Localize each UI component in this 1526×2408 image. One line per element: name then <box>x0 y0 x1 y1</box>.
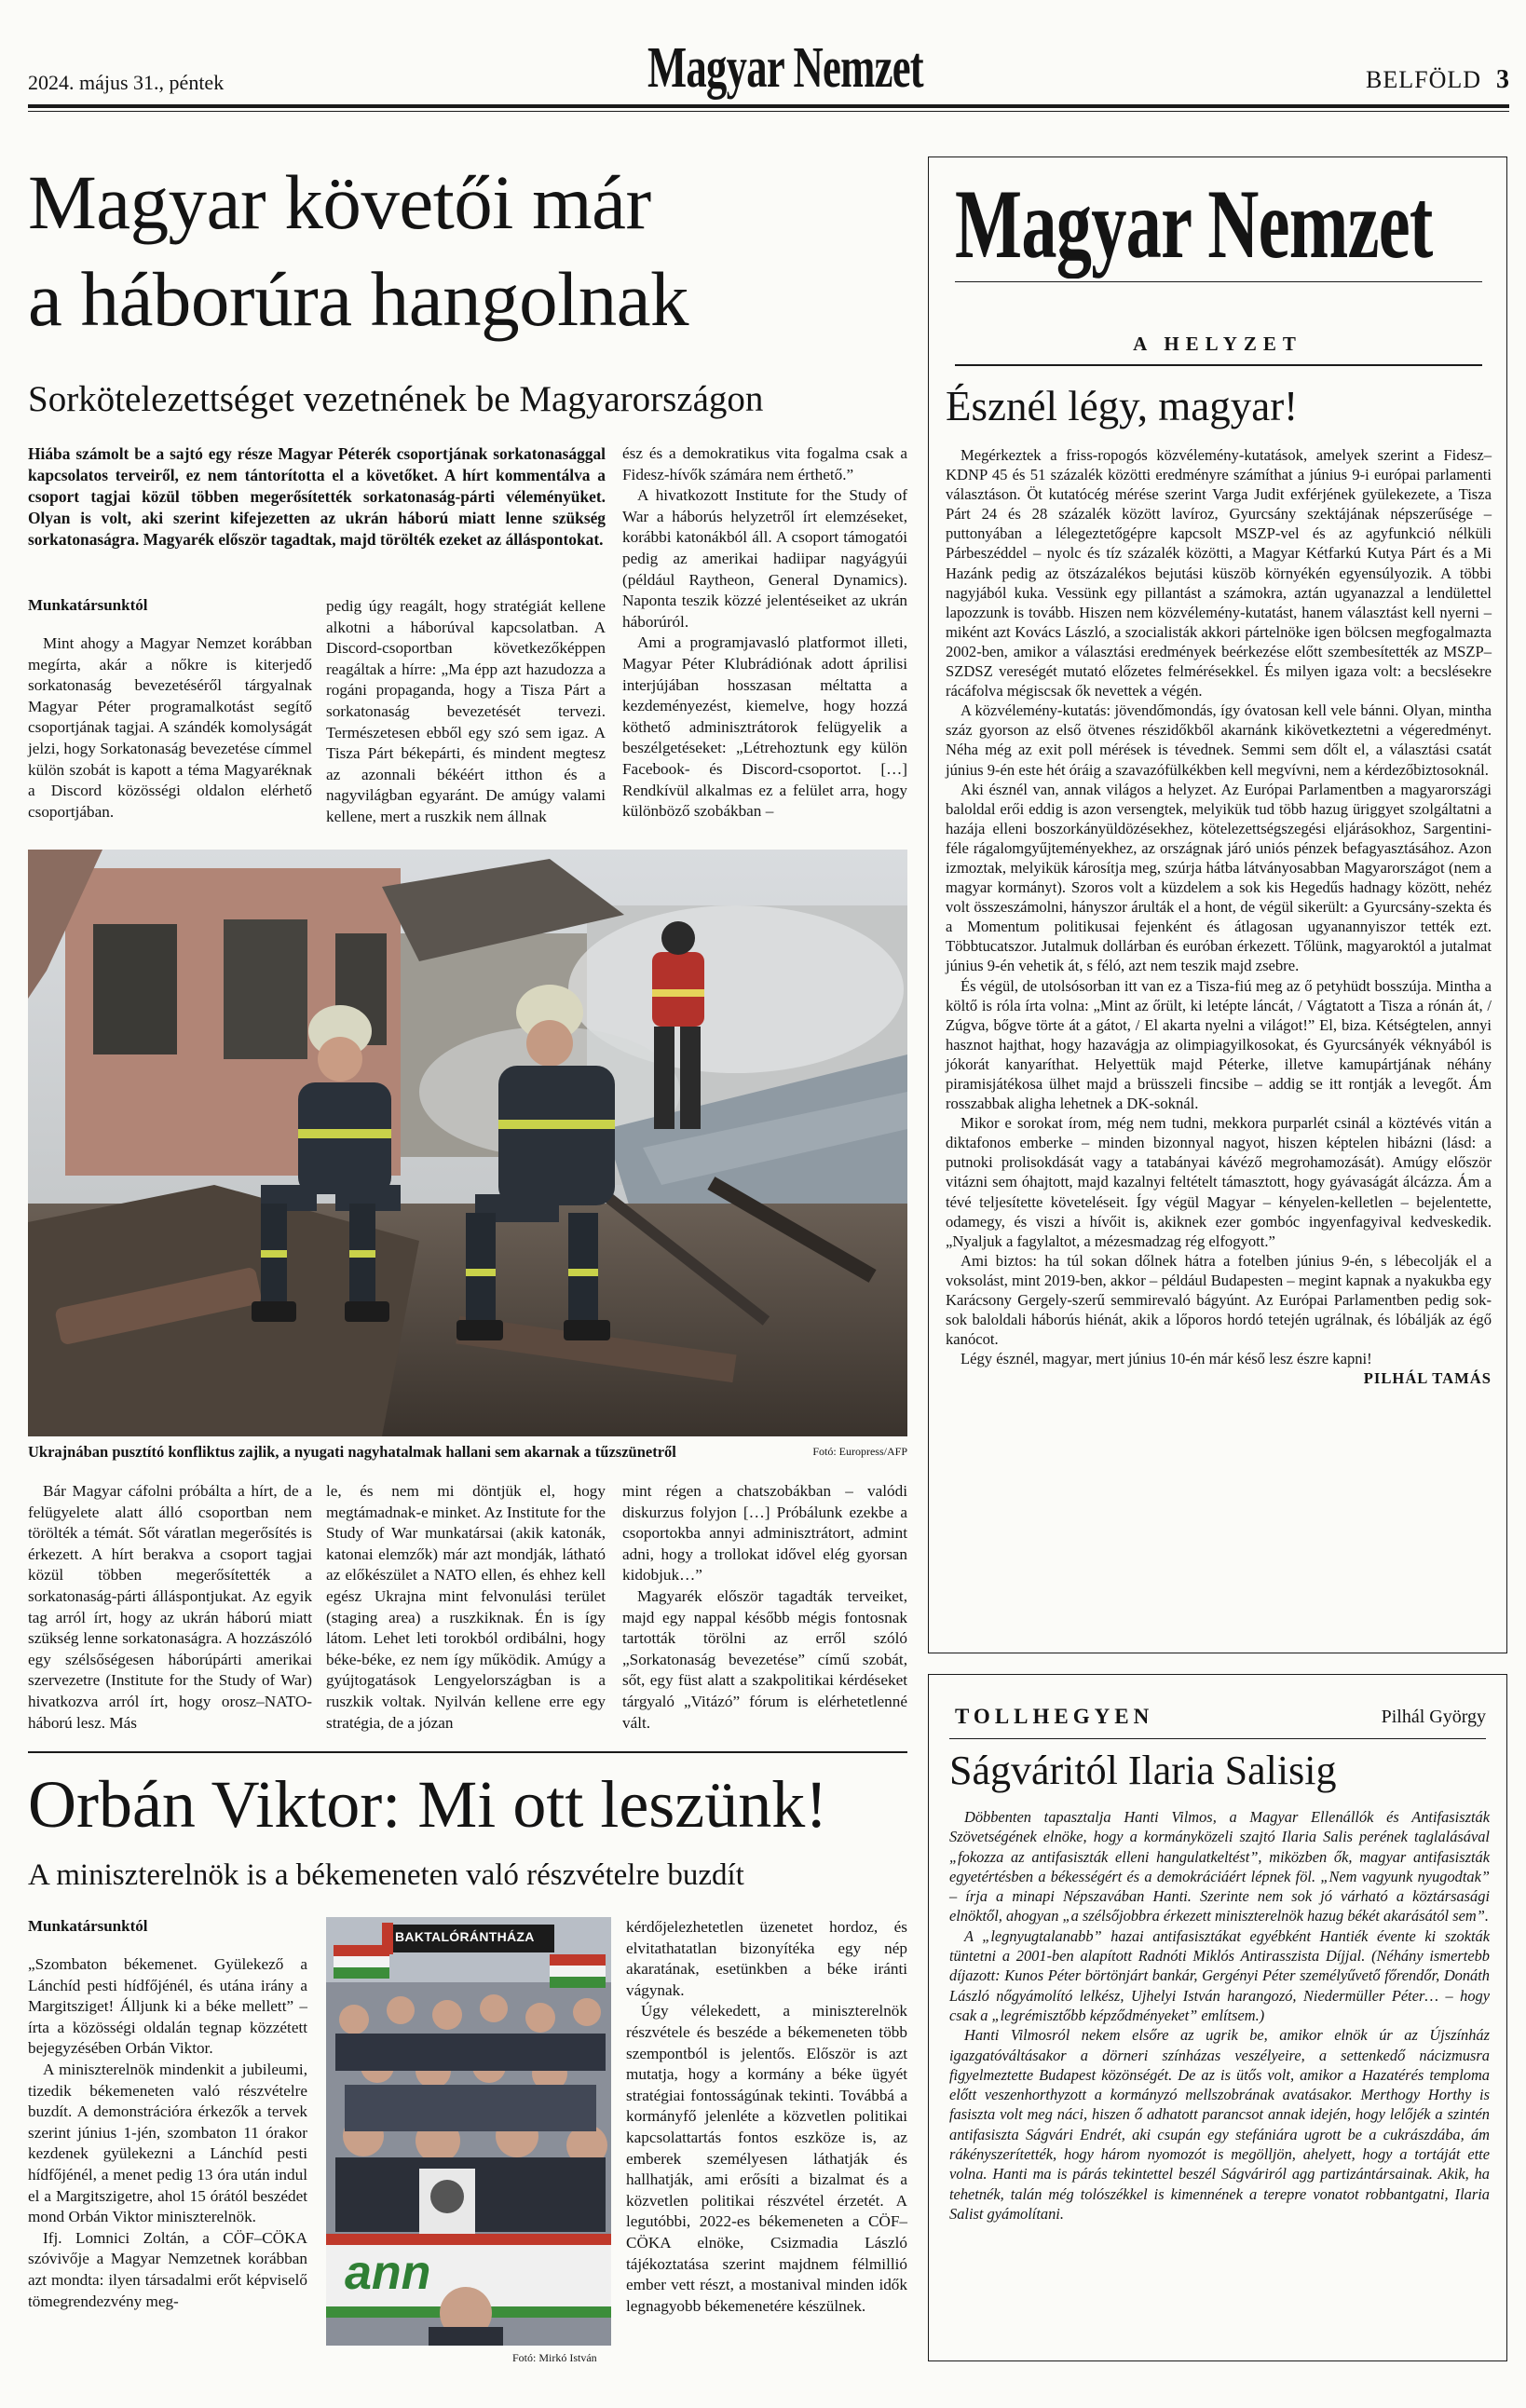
sidebar-headline: Észnél légy, magyar! <box>946 383 1299 429</box>
sidebar-kicker-rule <box>955 364 1482 366</box>
photo-banner-text: ann <box>345 2246 431 2300</box>
article2-col3 <box>626 1917 907 2317</box>
photo-sign-text: BAKTALÓRÁNTHÁZA <box>395 1929 535 1944</box>
headline-line2: a háborúra hangolnak <box>28 256 689 342</box>
paragraph: pedig úgy reagált, hogy stratégiát kellene alkotni a háborúval kapcsolatban. A Discord-csoportban következőképpen reagáltak a hírre: „Ma épp azt hazudozza a rogáni propaganda, hogy a Tisza Párt a sorkatonaság bevezetését tervezi. Természetesen ebből egy szó sem igaz. A Tisza Párt békepárti, és mindent megtesz az azonnali békéért itthon és a nagyvilágban egyaránt. De amúgy valami kellene, mert a ruszkik nem állnak <box>326 597 606 825</box>
page-number: 3 <box>1496 65 1509 94</box>
article1-col3 <box>622 443 907 823</box>
paragraph: „Szombaton békemenet. Gyülekező a Lánchíd pesti hídfőjénél, és utána irány a Margitsziget! Álljunk ki a béke mellett” – írta a közösségi oldalán tegnap közzétett bejegyzésében Orbán Viktor. <box>28 1955 307 2058</box>
article2-photo <box>326 1917 611 2346</box>
paragraph: ész és a demokratikus vita fogalma csak a Fidesz-hívők számára nem érthető.” <box>622 444 907 483</box>
section-label: BELFÖLD <box>1366 66 1481 93</box>
tollhegyen-body <box>949 1807 1490 2224</box>
tollhegyen-label: TOLLHEGYEN <box>955 1705 1154 1728</box>
header-date: 2024. május 31., péntek <box>28 71 225 94</box>
article1-headline <box>28 154 922 347</box>
paragraph: Bár Magyar cáfolni próbálta a hírt, de a felügyelete alatt álló csoportban nem törölték a témát. Sőt váratlan megerősítés is érkezett. A hírt berakva a csoport tagjai közül többen megerősítették a sorkatonaság-párti álláspontjukat. Az egyik tag arról írt, hogy az ukrán háború miatt szükség lenne sorkatonaságra. A hozzászóló egy szélsőségesen háborúpárti amerikai szervezetre (Institute for the Study of War) hivatkozva arról írt, hogy orosz–NATO-háború lesz. Más <box>28 1482 312 1732</box>
article1-bottom-col3 <box>622 1481 907 1734</box>
header-section <box>1366 65 1509 95</box>
paragraph: Hanti Vilmosról nekem elsőre az ugrik be, amikor elnök úr az Újszínház igazgatóváltásakor a dörneri színházas veszélyeire, a settenkedő nácizmusra figyelmeztette Budapest közönségét. De az is ütős volt, amikor a Hazatérés temploma előtt veszenhorthyzott a kormányzó mellszobrának avatásakor. Merthogy Horthy is fasiszta volt meg náci, hiszen ő adhatott parancsot annak idején, hogy lelőjék a szintén antifasiszta Ságvári Endrét, aki csupán egy stefániára ugrott be a cukrászdába, ám rákényszerítették, hogy három nyomozót is megölljön, ahelyett, hogy a tortáját ette volna. Hanti ma is párás tekintettel beszél Ságváriról agg partizántársainak. Akik, ha tehetnék, talán még tolószékkel is kimennének a terepre vonatot robbantgatni, Ilaria Salist gyámolítani. <box>949 2026 1490 2223</box>
photo-credit: Fotó: Europress/AFP <box>812 1445 907 1458</box>
paragraph: Úgy vélekedett, a miniszterelnök részvétele és beszéde a békemeneten több szempontból is jelentős. Először is azt mutatja, hogy a kormány a béke ügyét stratégiai fontosságúnak tekinti. Továbbá a kormányfő jelenléte a közvetlen politikai kapcsolattartás fontos eszköze is, az emberek személyesen láthatják és hallhatják, ami erősíti a bizalmat és a közvetlen politikai részvétel érzetét. A legutóbbi, 2022-es békemeneten a CÖF–CÖKA elnöke, Csizmadia László tájékoztatása szerint majdnem félmillió ember vett részt, a mostanival minden idők legnagyobb békemenetére készülnek. <box>626 2002 907 2315</box>
paragraph: Aki észnél van, annak világos a helyzet. Az Európai Parlamentben a magyarországi baloldal erői eddig is azon versengtek, melyikük tud több hazug üriggyet szolgáltatni a hazája elleni boszorkányüldözésekhez, kötelezettségszegési eljárásokhoz, Sargentini-féle rágalomgyűjteményekhez, az országnak járó uniós pénzek befagyasztásához. Azon izmoztak, melyikük károsítja meg, szúrja hátba látványosabban Magyarországot (nem a magyar kormányt). Szoros volt a küzdelem a sok kis Hegedűs hadnagy között, nehéz volt összeszámolni, hányszor árulták el a hont, de végül sikerült: a Gyurcsány-szekta és a Momentum politikusai fejenként és átlagosan ugyanannyiszor tették ezt. Többtucatszor. Jutalmuk dollárban és euróban érkezett. Tőlünk, magyaroktól a jutalmat június 9-én vehetik át, s féló, azt nem teszik majd zsebre. <box>946 780 1492 975</box>
paragraph: Ifj. Lomnici Zoltán, a CÖF–CÖKA szóvivője a Magyar Nemzetnek korábban azt mondta: ilyen társadalmi erőt képviselő tömegrendezvény meg- <box>28 2228 307 2310</box>
article1-subhead: Sorkötelezettséget vezetnének be Magyarországon <box>28 379 764 419</box>
paragraph: A hivatkozott Institute for the Study of War a háborús helyzetről írt elemzéseket, korábbi katonákból áll. A csoport támogatói pedig az amerikai hadiipar nagyágyúi (például Raytheon, General Dynamics). Naponta teszik közzé jelentéseiket az ukrán háborúról. <box>622 486 907 631</box>
paragraph: A miniszterelnök mindenkit a jubileumi, tizedik békemeneten való részvételre buzdít. A demonstrációra érkezők a tervek szerint június 1-jén, szombaton 11 órakor kezdenek gyülekezni a Lánchíd pesti hídfőjénél, a menet pedig 13 óra után indul el a Margitszigetre, ahol 15 órától beszédet mond Orbán Viktor miniszterelnök. <box>28 2060 307 2226</box>
sidebar-kicker: A HELYZET <box>1133 333 1302 355</box>
paragraph: le, és nem mi döntjük el, hogy megtámadnak-e minket. Az Institute for the Study of War munkatársai (akik katonák, katonai elemzők) már azt mondják, látható az előkészület a NATO ellen, és ehhez kell egész Ukrajna mint felvonulási terület (staging area) a ruszkiknak. Én is így látom. Lehet leti torokból ordibálni, hogy béke-béke, ez nem így működik. Amúgy a gyújtogatások Lengyelországban is a ruszkik voltak. Nyilván kellene erre egy stratégia, de a józan <box>326 1482 606 1732</box>
paragraph: Légy észnél, magyar, mert június 10-én már késő lesz észre kapni! <box>961 1350 1372 1368</box>
paragraph: Megérkeztek a friss-ropogós közvélemény-kutatások, amelyek szerint a Fidesz–KDNP 45 és 51 százalék közötti eredményre számíthat a június 9-i európai parlamenti választáson. Öt kutatócég mérése szerint Varga Judit exférjének gyülekezete, a Tisza Párt 24 és 28 százalék között lavíroz, Gyurcsány szektájának népszerűsége – puttonyában a lélegeztetőgépre kapcsolt MSZP-vel és az agyfunkció nélküli Párbeszéddel – nyolc és tíz százalék közötti, a Magyar Kétfarkú Kutya Párt és a Mi Hazánk pedig az ötszázalékos bejutási küszöb környékén egyensúlyozik. A többi nagyjából kuka. Vessünk egy pillantást a számokra, aztán ugyanazzal a lendülettel lapozzunk is tovább. Hiszen nem közvélemény-kutatást, hanem választást kell nyerni – miként azt Kovács László, a szocialisták akkori pártelnöke igen bölcsen megfogalmazta 2002-ben, amikor a választási eredmények beérkezése előtt szembesítették az MSZP–SZDSZ vereségét mutató előzetes felmérésekkel. És milyen igaza volt: a becslésekre rácáfolva mégiscsak ők nevettek a végén. <box>946 446 1492 701</box>
page-header <box>28 0 1509 116</box>
paragraph: Ami biztos: ha túl sokan dőlnek hátra a fotelben június 9-én, s lébecolják el a voksolást, mint 2019-ben, akkor – például Budapesten – megint kapnak a nyakukba egy Karácsony Gergely-szerű semmirevaló bágyúnt. Az Európai Parlamentben pedig sok-sok baloldali háborús hiénát, akik a lőporos hordó tetején ugrálnak, és lóbálják az égő kanócot. <box>946 1251 1492 1349</box>
article2-headline: Orbán Viktor: Mi ott leszünk! <box>28 1767 828 1842</box>
tollhegyen-rule <box>949 1738 1486 1739</box>
article-divider <box>28 1751 907 1753</box>
headline-line1: Magyar követői már <box>28 159 651 245</box>
article2-subhead: A miniszterelnök is a békemeneten való részvételre buzdít <box>28 1858 744 1892</box>
sidebar-logo: Magyar Nemzet <box>955 170 1433 279</box>
article1-col2 <box>326 596 606 828</box>
paragraph: A „legnyugtalanabb” hazai antifasisztákat egyébként Hantiék évente ki szokták tüntetni a 2001-ben alapított Radnóti Miklós Antirasszista Díjjal. (Néhány ismertebb díjazott: Kunos Péter börtönjárt bankár, Gergényi Péter személyűvető főrendőr, Donáth László nőgyámolító lelkész, Ujhelyi István harangozó, Niedermüller Péter… – hogy csak a „legrémisztőbb képződményeket” említsem.) <box>949 1926 1490 2024</box>
tollhegyen-author: Pilhál György <box>1381 1707 1486 1727</box>
article1-col1 <box>28 633 312 823</box>
sidebar-body <box>946 445 1492 1389</box>
article1-photo-caption <box>28 1443 907 1462</box>
article1-byline: Munkatársunktól <box>28 596 148 614</box>
article2-photo-credit: Fotó: Mirkó István <box>512 2351 597 2364</box>
caption-text: Ukrajnában pusztító konfliktus zajlik, a nyugati nagyhatalmak hallani sem akarnak a tűzszünetről <box>28 1443 676 1461</box>
paragraph: Ami a programjavasló platformot illeti, Magyar Péter Klubrádiónak adott áprilisi interjújában hosszasan méltatta a kezdeményezést, kiemelve, hogy hozzá köthető adminisztrátorok felügyelik a beszélgetéseket: „Létrehoztunk egy külön Facebook- és Discord-csoportot. […] Rendkívül alkalmas ez a felület arra, hogy különböző szobákban – <box>622 633 907 821</box>
header-logo: Magyar Nemzet <box>647 36 923 100</box>
paragraph: Mint ahogy a Magyar Nemzet korábban megírta, akár a nőkre is kiterjedő sorkatonaság bevezetéséről tárgyalnak Magyar Péter programalkotást segítő csoportjának tagjai. A szándék komolyságát jelzi, hogy Sorkatonaság bevezetése címmel külön szobát is kapott a téma Magyaréknak a Discord közösségi oldalon elérhető csoportjában. <box>28 634 312 821</box>
firefighters-photo-illustration <box>28 850 907 1436</box>
article2-col1 <box>28 1954 307 2312</box>
header-rule-thin <box>28 111 1509 112</box>
article1-photo <box>28 850 907 1436</box>
article1-lead: Hiába számolt be a sajtó egy része Magyar Péterék csoportjának sorkatonasággal kapcsolatos terveiről, ez nem tántorította el a követőket. A hírt kommentálva a csoport tagjai közül többen megerősítették sorkatonaság-párti véleményüket. Olyan is volt, aki szerint kifejezetten az ukrán háború miatt lenne szükség sorkatonaságra. Magyarék először tagadtak, majd törölték ezeket az álláspontokat. <box>28 444 606 549</box>
sidebar-box <box>928 156 1507 1653</box>
paragraph: Magyarék először tagadták terveiket, majd egy nappal később mégis fontosnak tartották törölni az erről szóló „Sorkatonaság bevezetése” című szobát, sőt, egy füst alatt a szakpolitikai kérdéseket tárgyaló „Vitázó” fórum is elérhetetlenné vált. <box>622 1586 907 1732</box>
tollhegyen-headline: Ságváritól Ilaria Salisig <box>949 1748 1337 1793</box>
sidebar-logo-rule <box>955 281 1482 282</box>
sidebar-author: PILHÁL TAMÁS <box>1363 1369 1492 1388</box>
paragraph: Döbbenten tapasztalja Hanti Vilmos, a Magyar Ellenállók és Antifasiszták Szövetségének elnöke, hogy a kormányközeli szajtó Ilaria Salis perének taglalásával „fokozza az antifasiszták elleni hangulatkeltést”, miközben ők, magyar antifasiszták egyetértésben a békességért és a demokráciáért lépnek föl. „Nem vagyunk nyugodtak” – írja a minapi Népszavában Hanti. Szerinte nem sok jó várható a köztársasági elnöktől, ahogyan „a szélsőjobbra érkezett miniszterelnök hazug békét akarásától sem”. <box>949 1808 1490 1925</box>
paragraph: mint régen a chatszobákban – valódi diskurzus folyjon […] Próbálunk ezekbe a csoportokba annyi adminisztrátort, admint adni, hogy a trollokat idővel elég gyorsan kidobjuk…” <box>622 1482 907 1585</box>
article1-bottom-col2 <box>326 1481 606 1734</box>
paragraph: kérdőjelezhetetlen üzenetet hordoz, és elvitathatatlan bizonyítéka egy nép akaratának, esetünkben a béke iránti vágynak. <box>626 1918 907 1999</box>
article2-byline: Munkatársunktól <box>28 1917 148 1935</box>
tollhegyen-box <box>928 1674 1507 2361</box>
header-rule-thick <box>28 104 1509 108</box>
paragraph: És végül, de utolsósorban itt van ez a Tisza-fiú meg az ő petyhüdt bosszúja. Mintha a költő is róla írta volna: „Mint az őrült, ki letépte láncát, / Vágtatott a Tisza a rónán át, / Zúgva, bőgve törte át a gátot, / El akarta nyelni a világot!” El, biza. Kétségtelen, annyi hasznot hajthat, hogy hazavágja az olimpiagyilkosokat, és Gyurcsányék véknyából is jókorát kanyaríthat. Helyettük majd Péterke, illetve kamupártjának néhány piramisjátékosa ülhet majd a brüsszeli fincsibe – addig se itt rontják a levegőt. Ám rosszabbak aligha lehetnek a DK-soknál. <box>946 976 1492 1113</box>
article1-bottom-col1 <box>28 1481 312 1734</box>
paragraph: Mikor e sorokat írom, még nem tudni, mekkora purparlét csinál a köztévés vitán a diktafonos emberke – minden bizonnyal nagyot, hiszen képtelen hibázni (lásd: a putnoki prolisokdását vagy a tatabányai kávéző megrohamozását). Amúgy először vitázni sem óhajtott, majd kazalnyi feltételt támasztott, hogy gyávaságát álcázza. Ám a tévé teljesítette követeléseit. Így végül Magyar – kényelen-kelletlen – bejelentette, odamegy, és viszi a hívőit is, akiknek ezer gombóc ingyenfagyival kedveskedik. „Nyaljuk a fagylaltot, a mézesmadzag rég elfogyott.” <box>946 1114 1492 1250</box>
paragraph: A közvélemény-kutatás: jövendőmondás, így óvatosan kell vele bánni. Olyan, mintha száz gyorson az első ötvenes részidőkből akarnánk kikövetkeztetni a végeredményt. Néha még az exit poll mérések is tévednek. Semmi sem dőlt el, a választási csatát június 9-én este hét óráig a szavazófülkékben kell megvívni, nem a kérdezőbiztosoknál. <box>946 701 1492 779</box>
